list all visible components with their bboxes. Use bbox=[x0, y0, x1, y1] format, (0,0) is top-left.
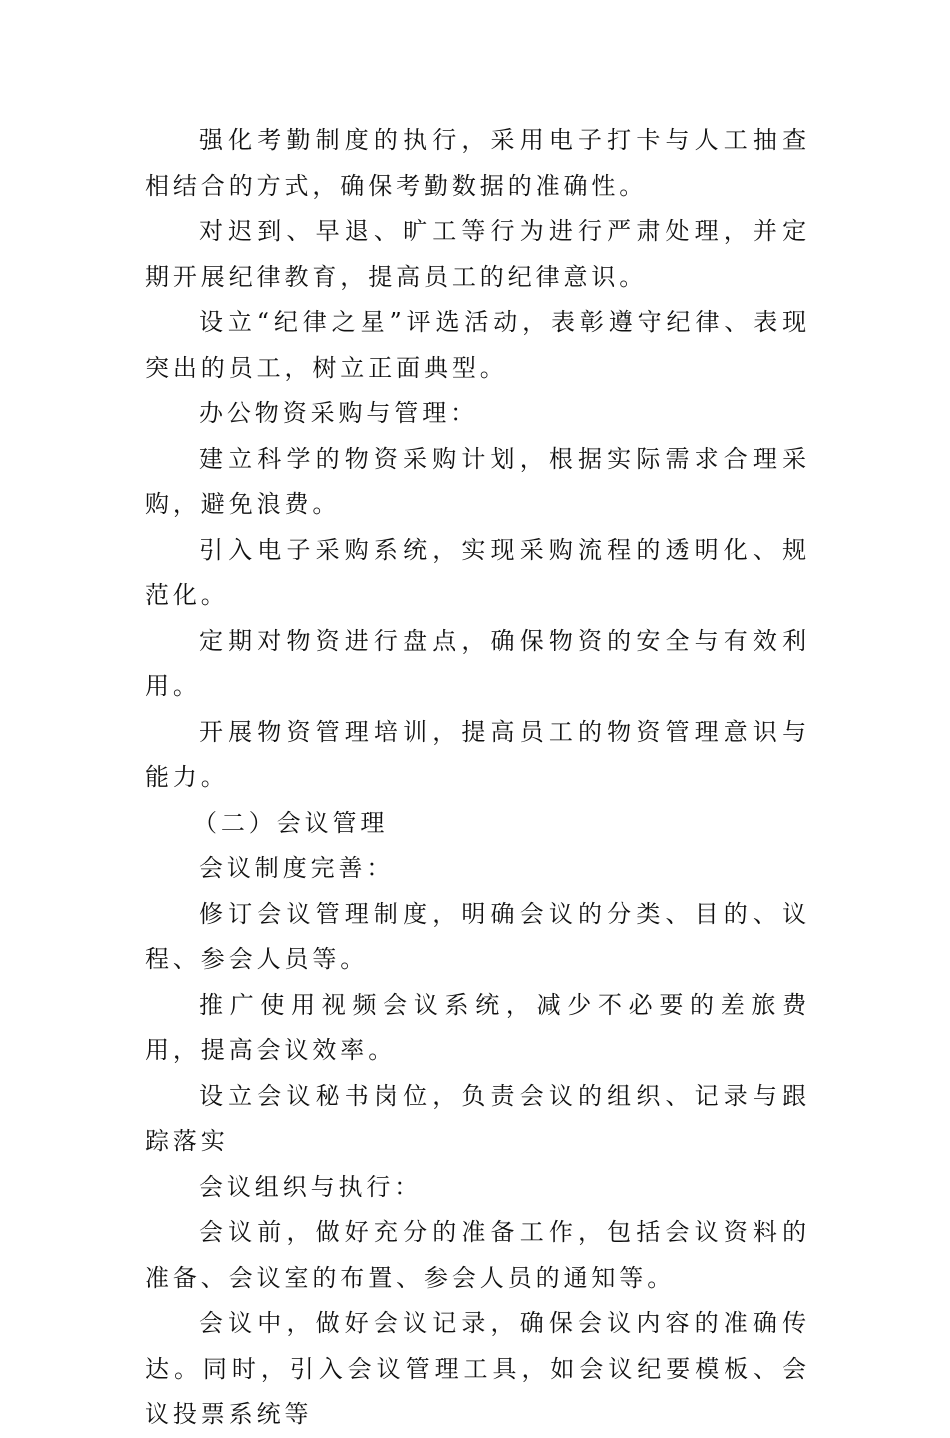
paragraph-discipline-handling: 对迟到、早退、旷工等行为进行严肃处理，并定期开展纪律教育，提高员工的纪律意识。 bbox=[145, 217, 810, 291]
paragraph-during-meeting: 会议中，做好会议记录，确保会议内容的准确传达。同时，引入会议管理工具，如会议纪要模板、会议投票系统等 bbox=[145, 1309, 810, 1428]
paragraph-discipline-star: 设立“纪律之星”评选活动，表彰遵守纪律、表现突出的员工，树立正面典型。 bbox=[145, 308, 810, 382]
paragraph-attendance-enforcement: 强化考勤制度的执行，采用电子打卡与人工抽查相结合的方式，确保考勤数据的准确性。 bbox=[145, 126, 810, 200]
section-heading-meeting-management: （二）会议管理 bbox=[193, 808, 389, 837]
paragraph-procurement-plan: 建立科学的物资采购计划，根据实际需求合理采购，避免浪费。 bbox=[145, 444, 810, 518]
document-body bbox=[145, 118, 810, 1438]
subheading-meeting-system: 会议制度完善： bbox=[199, 854, 395, 882]
paragraph-meeting-secretary: 设立会议秘书岗位，负责会议的组织、记录与跟踪落实 bbox=[145, 1081, 810, 1155]
paragraph-before-meeting: 会议前，做好充分的准备工作，包括会议资料的准备、会议室的布置、参会人员的通知等。 bbox=[145, 1218, 810, 1292]
paragraph-e-procurement: 引入电子采购系统，实现采购流程的透明化、规范化。 bbox=[145, 535, 810, 609]
paragraph-video-conference: 推广使用视频会议系统，减少不必要的差旅费用，提高会议效率。 bbox=[145, 990, 810, 1064]
paragraph-supplies-training: 开展物资管理培训，提高员工的物资管理意识与能力。 bbox=[145, 717, 810, 791]
subheading-meeting-execution: 会议组织与执行： bbox=[199, 1172, 423, 1201]
subheading-office-supplies: 办公物资采购与管理： bbox=[199, 399, 478, 427]
paragraph-meeting-rules: 修订会议管理制度，明确会议的分类、目的、议程、参会人员等。 bbox=[145, 899, 810, 973]
paragraph-inventory-check: 定期对物资进行盘点，确保物资的安全与有效利用。 bbox=[145, 626, 810, 700]
